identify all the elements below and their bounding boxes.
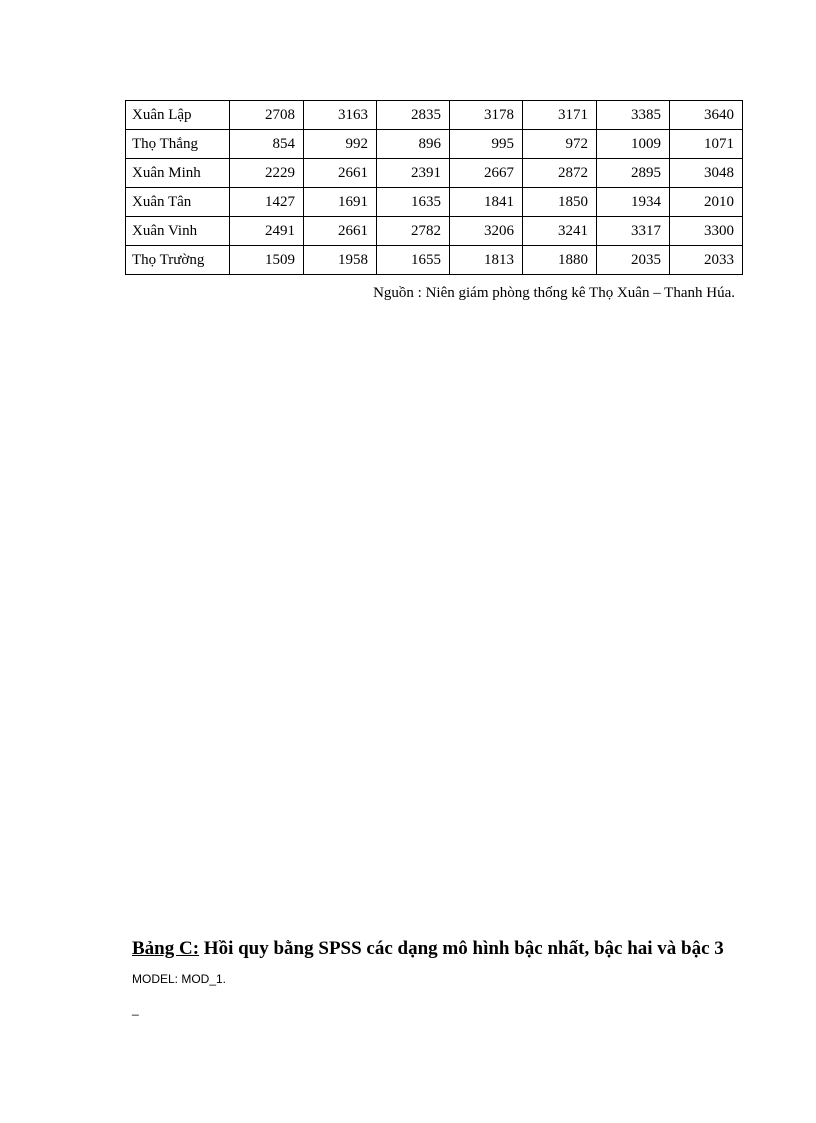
source-note: Nguồn : Niên giám phòng thống kê Thọ Xuân – Thanh Húa. <box>373 285 735 301</box>
value-cell: 2010 <box>670 188 743 217</box>
value-cell: 1841 <box>450 188 523 217</box>
model-line: MODEL: MOD_1. <box>132 972 227 986</box>
value-cell: 2895 <box>597 159 670 188</box>
value-cell: 2667 <box>450 159 523 188</box>
value-cell: 3300 <box>670 217 743 246</box>
value-cell: 1427 <box>230 188 304 217</box>
commune-name-cell: Thọ Trường <box>126 246 230 275</box>
dash-line: _ <box>132 1002 139 1016</box>
value-cell: 2391 <box>377 159 450 188</box>
section-label: Bảng C: <box>132 938 200 959</box>
value-cell: 1813 <box>450 246 523 275</box>
value-cell: 2782 <box>377 217 450 246</box>
commune-name-cell: Thọ Thắng <box>126 130 230 159</box>
value-cell: 995 <box>450 130 523 159</box>
value-cell: 2661 <box>304 217 377 246</box>
value-cell: 3640 <box>670 101 743 130</box>
table-row <box>126 101 743 130</box>
table-row <box>126 188 743 217</box>
value-cell: 992 <box>304 130 377 159</box>
value-cell: 2229 <box>230 159 304 188</box>
table-row <box>126 159 743 188</box>
value-cell: 2491 <box>230 217 304 246</box>
value-cell: 1880 <box>523 246 597 275</box>
commune-name-cell: Xuân Lập <box>126 101 230 130</box>
value-cell: 1009 <box>597 130 670 159</box>
value-cell: 854 <box>230 130 304 159</box>
table-row <box>126 246 743 275</box>
value-cell: 3048 <box>670 159 743 188</box>
value-cell: 2661 <box>304 159 377 188</box>
value-cell: 3241 <box>523 217 597 246</box>
value-cell: 972 <box>523 130 597 159</box>
value-cell: 1934 <box>597 188 670 217</box>
commune-name-cell: Xuân Vinh <box>126 217 230 246</box>
value-cell: 3163 <box>304 101 377 130</box>
value-cell: 3317 <box>597 217 670 246</box>
value-cell: 2708 <box>230 101 304 130</box>
commune-name-cell: Xuân Minh <box>126 159 230 188</box>
value-cell: 3206 <box>450 217 523 246</box>
value-cell: 896 <box>377 130 450 159</box>
table-body <box>126 101 743 275</box>
commune-name-cell: Xuân Tân <box>126 188 230 217</box>
value-cell: 1655 <box>377 246 450 275</box>
value-cell: 2033 <box>670 246 743 275</box>
value-cell: 1635 <box>377 188 450 217</box>
value-cell: 3171 <box>523 101 597 130</box>
value-cell: 1958 <box>304 246 377 275</box>
value-cell: 1509 <box>230 246 304 275</box>
section-heading <box>132 938 724 960</box>
value-cell: 2835 <box>377 101 450 130</box>
value-cell: 1850 <box>523 188 597 217</box>
table-row <box>126 130 743 159</box>
population-table <box>125 100 743 275</box>
value-cell: 2872 <box>523 159 597 188</box>
value-cell: 1071 <box>670 130 743 159</box>
value-cell: 2035 <box>597 246 670 275</box>
value-cell: 3385 <box>597 101 670 130</box>
section-title: Hồi quy bằng SPSS các dạng mô hình bậc nhất, bậc hai và bậc 3 <box>199 938 724 959</box>
value-cell: 1691 <box>304 188 377 217</box>
table-row <box>126 217 743 246</box>
value-cell: 3178 <box>450 101 523 130</box>
